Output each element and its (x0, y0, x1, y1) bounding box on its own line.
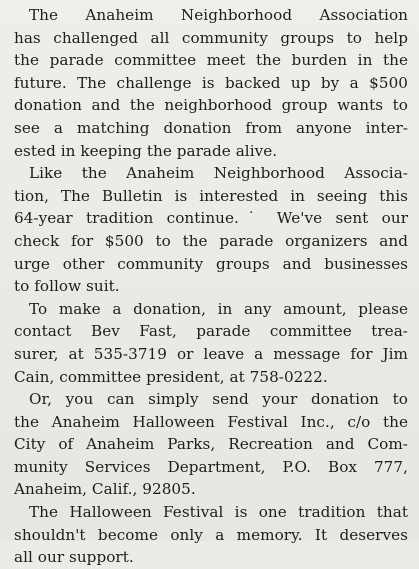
text-line: 64-year tradition continue.˙ We've sent our (14, 209, 408, 228)
text-line: To make a donation, in any amount, please (29, 299, 408, 318)
text-line: Like the Anaheim Neighborhood Associa- (29, 164, 408, 183)
text-line: to follow suit. (14, 277, 120, 296)
text-line: ested in keeping the parade alive. (14, 141, 278, 160)
text-line: all our support. (14, 548, 134, 567)
text-line: contact Bev Fast, parade committee trea- (14, 322, 408, 341)
paragraph-closing (14, 501, 408, 569)
text-line: Cain, committee president, at 758-0222. (14, 367, 328, 386)
text-line: The Halloween Festival is one tradition that (29, 503, 408, 522)
text-line: surer, at 535-3719 or leave a message for Jim (14, 344, 408, 363)
text-line: the parade committee meet the burden in the (14, 51, 408, 70)
text-line: urge other community groups and businesses (14, 254, 408, 273)
text-line: Or, you can simply send your donation to (29, 390, 408, 409)
text-line: shouldn't become only a memory. It deserves (14, 525, 408, 544)
article-body (14, 4, 408, 569)
text-line: The Anaheim Neighborhood Association (29, 6, 408, 24)
text-line: the Anaheim Halloween Festival Inc., c/o the (14, 412, 408, 431)
text-line: donation and the neighborhood group wants to (14, 96, 408, 115)
text-line: Anaheim, Calif., 92805. (14, 480, 196, 499)
paragraph-mailing-address (14, 388, 408, 501)
text-line: future. The challenge is backed up by a $500 (14, 73, 408, 92)
text-line: see a matching donation from anyone inter- (14, 118, 408, 137)
text-line: munity Services Department, P.O. Box 777, (14, 457, 408, 476)
text-line: check for $500 to the parade organizers and (14, 231, 408, 250)
text-line: City of Anaheim Parks, Recreation and Com- (14, 435, 408, 454)
paragraph-donation-contact (14, 298, 408, 388)
text-line: tion, The Bulletin is interested in seeing this (14, 186, 408, 205)
paragraph-bulletin (14, 162, 408, 298)
text-line: has challenged all community groups to help (14, 28, 408, 47)
paragraph-challenge (14, 4, 408, 162)
